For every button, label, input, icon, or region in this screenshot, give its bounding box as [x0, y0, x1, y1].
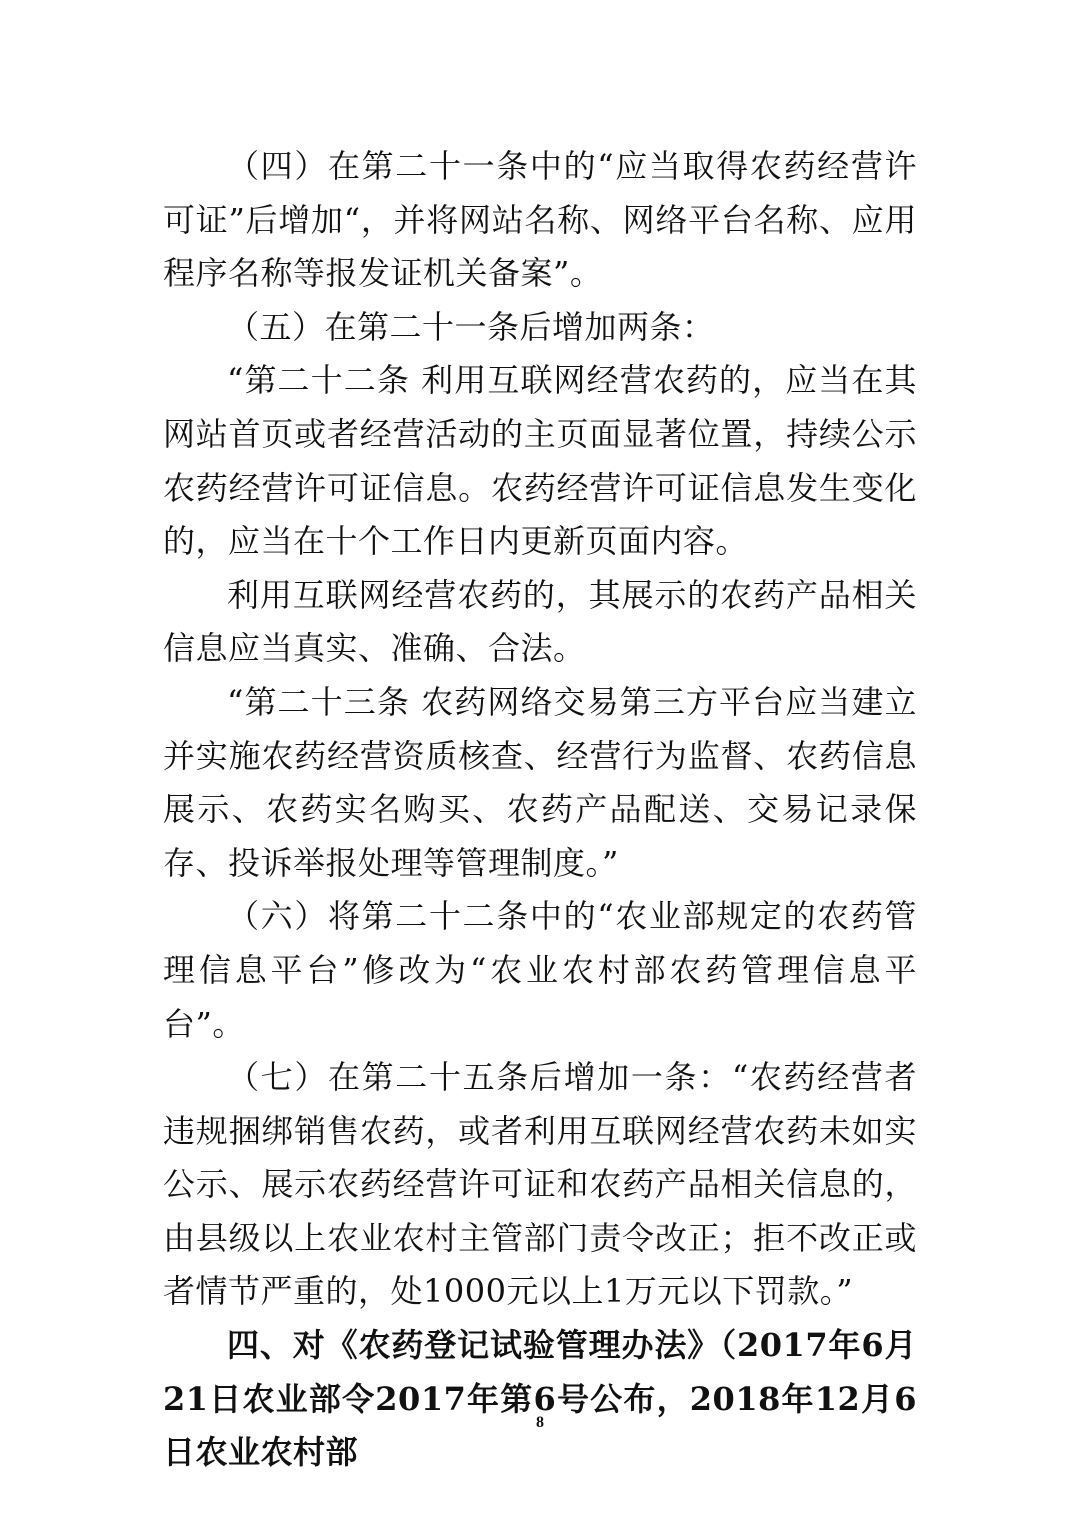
paragraph-article-23: “第二十三条 农药网络交易第三方平台应当建立并实施农药经营资质核查、经营行为监督、农药信息展示、农药实名购买、农药产品配送、交易记录保存、投诉举报处理等管理制度。”	[163, 682, 917, 882]
paragraph-item-6: （六）将第二十二条中的“农业部规定的农药管理信息平台”修改为“农业农村部农药管理信息平台”。	[163, 897, 917, 1043]
paragraph-item-4: （四）在第二十一条中的“应当取得农药经营许可证”后增加“，并将网站名称、网络平台名称、应用程序名称等报发证机关备案”。	[163, 147, 917, 293]
page-number: 8	[536, 1414, 544, 1431]
document-body	[163, 140, 917, 1480]
paragraph-article-22: “第二十二条 利用互联网经营农药的，应当在其网站首页或者经营活动的主页面显著位置，持续公示农药经营许可证信息。农药经营许可证信息发生变化的，应当在十个工作日内更新页面内容。	[163, 361, 917, 561]
paragraph-item-5: （五）在第二十一条后增加两条：	[227, 307, 715, 346]
paragraph-article-22-second: 利用互联网经营农药的，其展示的农药产品相关信息应当真实、准确、合法。	[163, 575, 917, 668]
paragraph-item-7: （七）在第二十五条后增加一条：“农药经营者违规捆绑销售农药，或者利用互联网经营农药未如实公示、展示农药经营许可证和农药产品相关信息的，由县级以上农业农村主管部门责令改正；拒不改正或者情节严重的，处1000元以上1万元以下罚款。”	[163, 1058, 917, 1311]
section-heading-four: 四、对《农药登记试验管理办法》（2017年6月21日农业部令2017年第6号公布，2018年12月6日农业农村部	[163, 1326, 917, 1472]
